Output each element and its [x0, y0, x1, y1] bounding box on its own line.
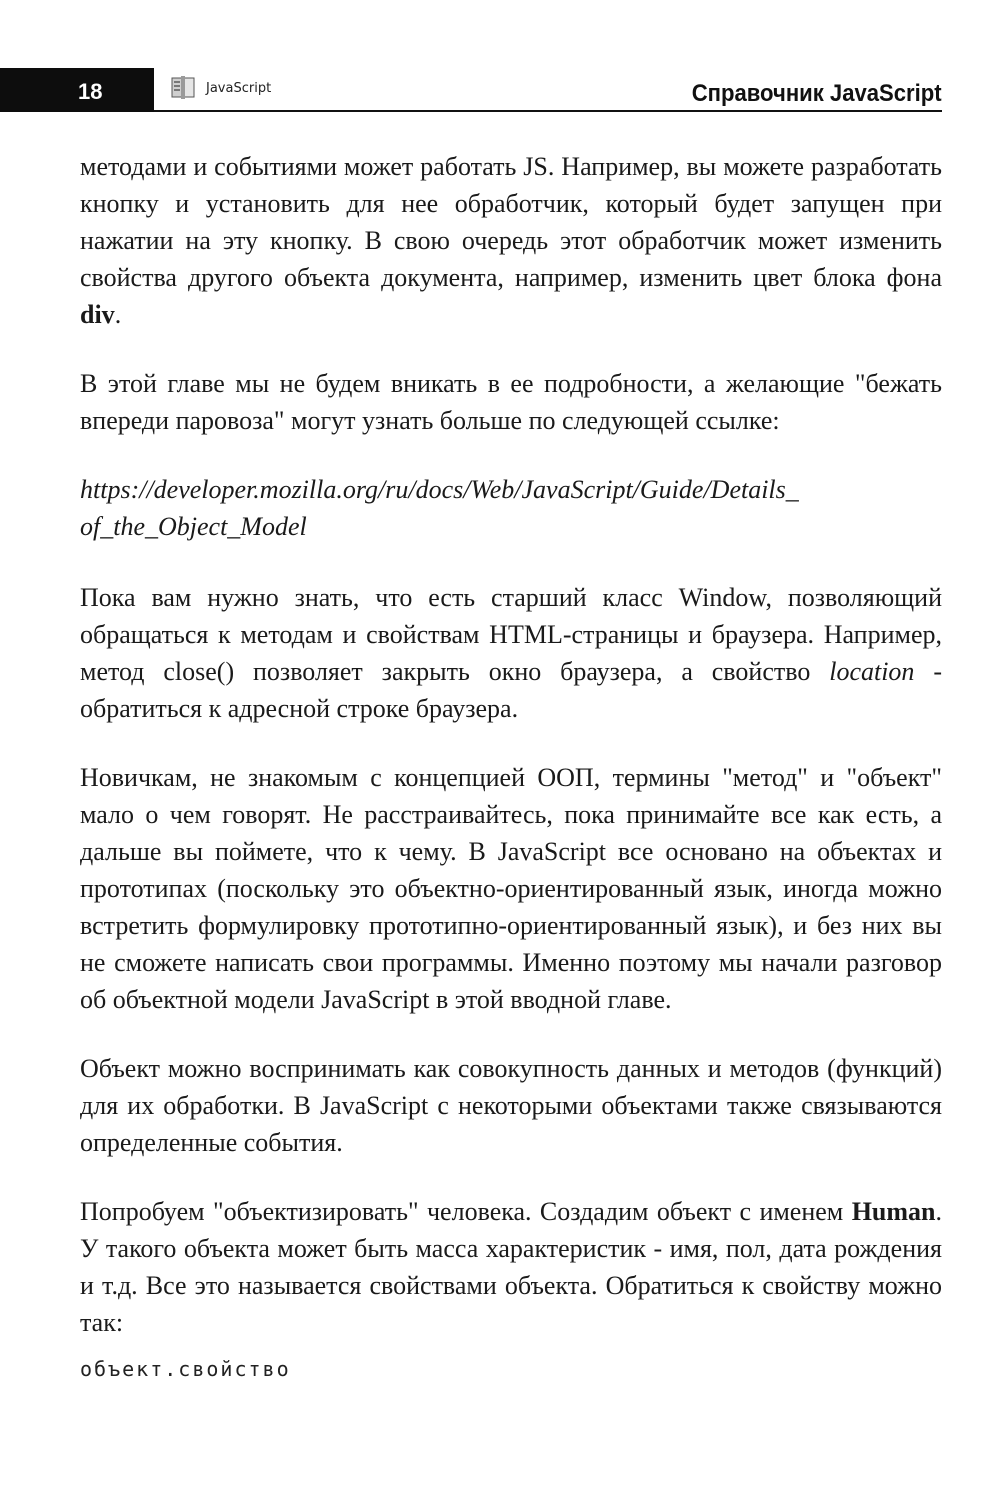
- div-keyword: div: [80, 300, 115, 329]
- series-mark: [170, 74, 271, 102]
- book-icon: [170, 75, 198, 101]
- page-body: [80, 148, 942, 1388]
- header-divider: [154, 110, 942, 112]
- series-label: JavaScript: [206, 80, 272, 96]
- page-header: [0, 68, 1000, 112]
- paragraph-1: методами и событиями может работать JS. Например, вы можете разработать кнопку и установить для нее обработчик, который будет запущен при нажатии на эту кнопку. В свою очередь этот обработчик может изменить свойства другого объекта документа, например, изменить цвет блока фона div.: [80, 152, 942, 329]
- book-title: Справочник JavaScript: [692, 80, 942, 107]
- paragraph-4: Новичкам, не знакомым с концепцией ООП, термины "метод" и "объект" мало о чем говорят. Не расстраивайтесь, пока принимайте все как есть, а дальше вы поймете, что к чему. В JavaScript все основано на объектах и прототипах (поскольку это объектно-ориентированный язык, иногда можно встретить формулировку прототипно-ориентированный язык), и без них вы не сможете написать свои программы. Именно поэтому мы начали разговор об объектной модели JavaScript в этой вводной главе.: [80, 763, 942, 1014]
- mdn-link[interactable]: https://developer.mozilla.org/ru/docs/Web/JavaScript/Guide/Details_ of_the_Object_Model: [80, 475, 799, 541]
- human-keyword: Human: [851, 1197, 936, 1226]
- location-term: location: [829, 657, 915, 686]
- paragraph-3: Пока вам нужно знать, что есть старший класс Window, позволяющий обращаться к методам и свойствам HTML-страницы и браузера. Например, метод close() позволяет закрыть окно браузера, а свойство location - обратиться к адресной строке браузера.: [80, 583, 942, 723]
- paragraph-5: Объект можно воспринимать как совокупность данных и методов (функций) для их обработки. В JavaScript с некоторыми объектами также связываются определенные события.: [80, 1054, 942, 1157]
- paragraph-2: В этой главе мы не будем вникать в ее подробности, а желающие "бежать впереди паровоза" могут узнать больше по следующей ссылке:: [80, 369, 942, 435]
- paragraph-6: Попробуем "объектизировать" человека. Создадим объект с именем Human. У такого объекта может быть масса характеристик - имя, пол, дата рождения и т.д. Все это называется свойствами объекта. Обратиться к свойству можно так:: [80, 1197, 942, 1337]
- code-example: объект.свойство: [80, 1357, 291, 1381]
- page-number: 18: [0, 68, 154, 112]
